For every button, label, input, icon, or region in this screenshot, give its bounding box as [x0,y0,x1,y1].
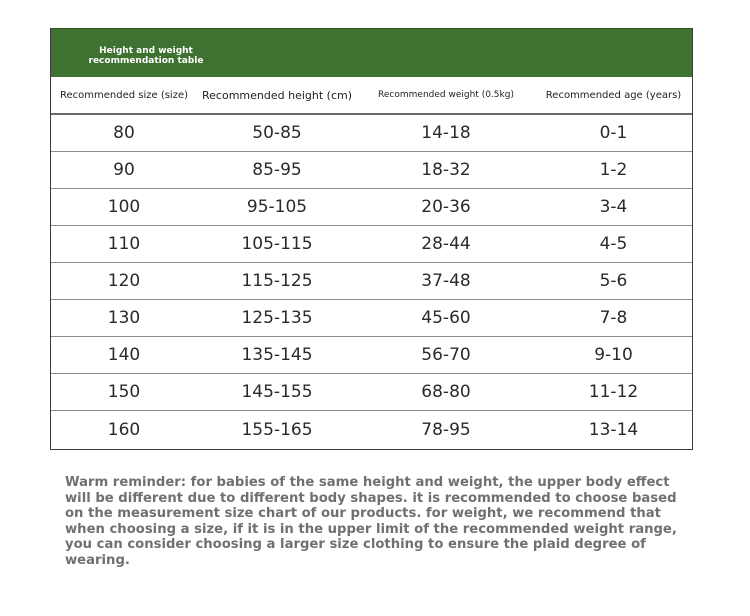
cell-weight: 14-18 [421,123,471,143]
warm-reminder-text: Warm reminder: for babies of the same height and weight, the upper body effect will be different due to different body shapes. it is recommended to choose based on the measurement size chart of our products. for weight, we recommend that when choosing a size, if it is in the upper limit of the recommended weight range, you can consider choosing a larger size clothing to ensure the plaid degree of wearing. [65,475,677,568]
cell-size: 100 [107,197,141,217]
header-age: Recommended age (years) [545,89,682,101]
cell-weight: 28-44 [421,234,471,254]
cell-size: 130 [107,308,141,328]
cell-age: 0-1 [599,123,628,143]
cell-size: 150 [107,382,141,402]
cell-size: 120 [107,271,141,291]
cell-weight: 37-48 [421,271,471,291]
cell-size: 90 [113,160,135,180]
cell-weight: 68-80 [421,382,471,402]
table-row [51,152,692,189]
cell-height: 125-135 [241,308,313,328]
size-recommendation-table [50,28,693,450]
cell-weight: 20-36 [421,197,471,217]
header-height: Recommended height (cm) [202,88,352,102]
cell-weight: 45-60 [421,308,471,328]
header-size: Recommended size (size) [59,89,189,101]
cell-height: 155-165 [241,420,313,440]
cell-age: 9-10 [594,345,633,365]
cell-height: 95-105 [246,197,308,217]
cell-weight: 78-95 [421,420,471,440]
cell-weight: 56-70 [421,345,471,365]
cell-height: 135-145 [241,345,313,365]
cell-size: 80 [113,123,135,143]
table-row [51,337,692,374]
cell-height: 105-115 [241,234,313,254]
table-row [51,263,692,300]
table-header-row [51,77,692,115]
table-row [51,226,692,263]
cell-height: 50-85 [252,123,302,143]
header-weight: Recommended weight (0.5kg) [378,90,514,100]
cell-height: 115-125 [241,271,313,291]
cell-age: 7-8 [599,308,628,328]
cell-age: 3-4 [599,197,628,217]
table-row [51,115,692,152]
cell-size: 160 [107,420,141,440]
cell-height: 85-95 [252,160,302,180]
cell-weight: 18-32 [421,160,471,180]
table-row [51,300,692,337]
cell-age: 5-6 [599,271,628,291]
cell-age: 4-5 [599,234,628,254]
cell-height: 145-155 [241,382,313,402]
table-row [51,374,692,411]
cell-age: 1-2 [599,160,628,180]
table-title-bar [51,28,692,77]
table-title: Height and weight recommendation table [88,46,204,66]
cell-age: 13-14 [588,420,639,440]
cell-size: 110 [107,234,141,254]
table-row [51,189,692,226]
cell-size: 140 [107,345,141,365]
cell-age: 11-12 [588,382,639,402]
table-row [51,411,692,449]
